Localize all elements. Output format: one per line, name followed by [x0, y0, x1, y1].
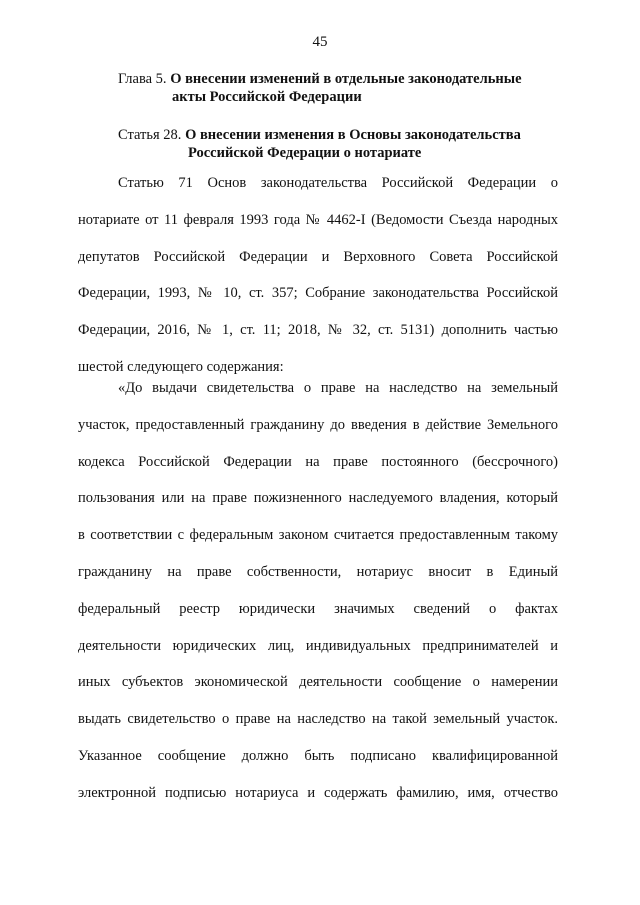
text-line: депутатов Российской Федерации и Верховного Совета Российской	[78, 248, 558, 265]
article-heading	[118, 126, 521, 162]
text-line: нотариате от 11 февраля 1993 года № 4462-I (Ведомости Съезда народных	[78, 211, 558, 228]
text-line: кодекса Российской Федерации на праве постоянного (бессрочного)	[78, 453, 558, 470]
text-line: в соответствии с федеральным законом считается предоставленным такому	[78, 527, 558, 544]
text-line: иных субъектов экономической деятельности сообщение о намерении	[78, 674, 558, 691]
chapter-heading	[118, 70, 522, 106]
chapter-title-line2: акты Российской Федерации	[172, 89, 362, 105]
text-line: Федерации, 2016, № 1, ст. 11; 2018, № 32, ст. 5131) дополнить частью	[78, 322, 558, 339]
text-line: электронной подписью нотариуса и содержать фамилию, имя, отчество	[78, 784, 558, 801]
text-line: Федерации, 1993, № 10, ст. 357; Собрание законодательства Российской	[78, 285, 558, 302]
text-line: «До выдачи свидетельства о праве на наследство на земельный	[118, 380, 558, 396]
article-title-line1: О внесении изменения в Основы законодательства	[185, 127, 521, 143]
article-title-line2: Российской Федерации о нотариате	[188, 145, 422, 161]
chapter-title-line1: О внесении изменений в отдельные законодательные	[170, 71, 522, 87]
paragraph-amendment-text	[78, 379, 558, 821]
text-line: участок, предоставленный гражданину до введения в действие Земельного	[78, 416, 558, 433]
article-label: Статья 28.	[118, 127, 182, 143]
text-line: Указанное сообщение должно быть подписано квалифицированной	[78, 747, 558, 764]
text-line: гражданину на праве собственности, нотариус вносит в Единый	[78, 563, 558, 580]
chapter-label: Глава 5.	[118, 71, 167, 87]
paragraph-amendment-intro	[78, 174, 558, 395]
page-number: 45	[312, 34, 328, 50]
text-line: выдать свидетельство о праве на наследство на такой земельный участок.	[78, 711, 558, 728]
text-line: деятельности юридических лиц, индивидуальных предпринимателей и	[78, 637, 558, 654]
text-line: пользования или на праве пожизненного наследуемого владения, который	[78, 490, 558, 507]
text-line: Статью 71 Основ законодательства Российской Федерации о	[118, 175, 558, 191]
text-line: федеральный реестр юридически значимых сведений о фактах	[78, 600, 558, 617]
text-line: шестой следующего содержания:	[78, 358, 284, 375]
